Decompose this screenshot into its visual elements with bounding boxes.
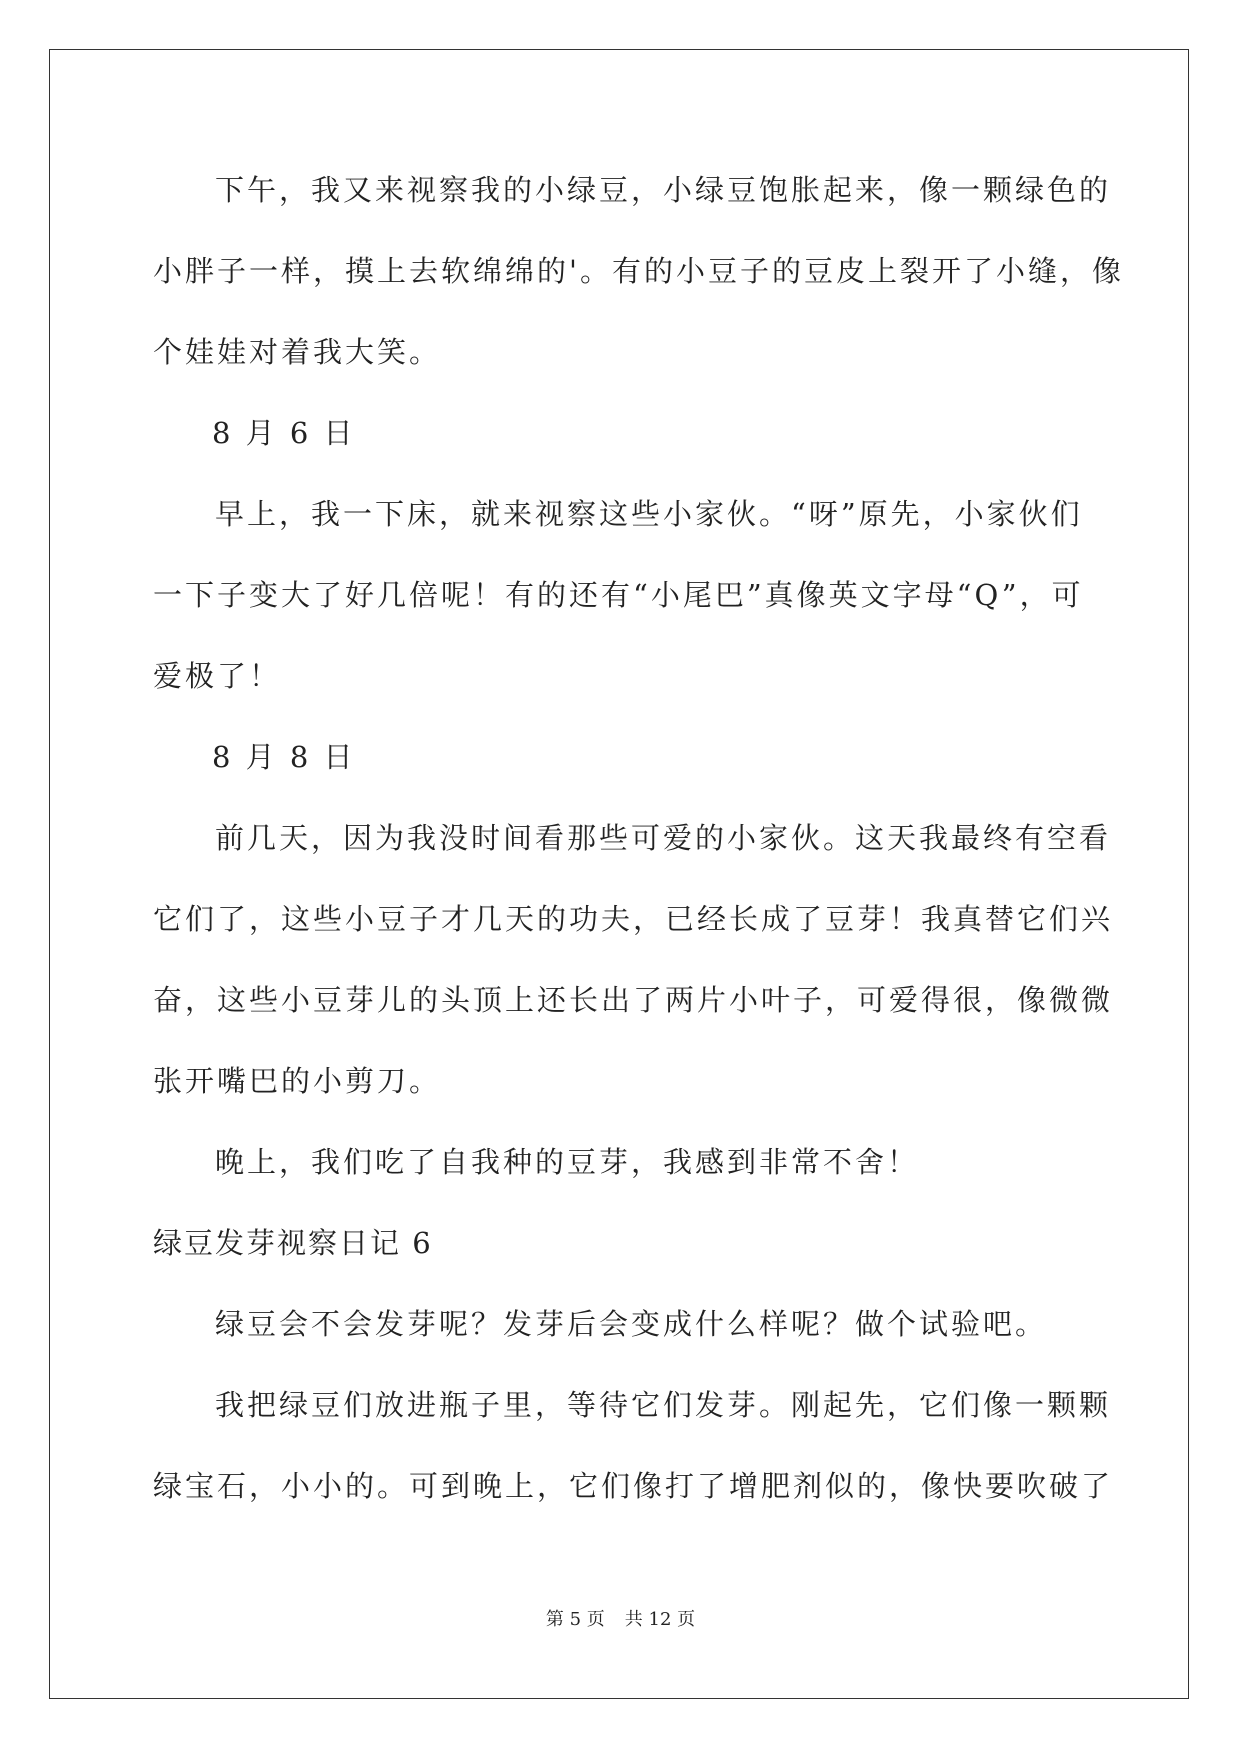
paragraph-line: 一下子变大了好几倍呢！有的还有“小尾巴”真像英文字母“Q”，可	[153, 578, 1084, 612]
paragraph-line: 下午，我又来视察我的小绿豆，小绿豆饱胀起来，像一颗绿色的	[215, 173, 1112, 207]
paragraph-line: 张开嘴巴的小剪刀。	[153, 1064, 442, 1098]
page-total: 共 12 页	[624, 1609, 696, 1630]
paragraph-line: 前几天，因为我没时间看那些可爱的小家伙。这天我最终有空看	[215, 821, 1112, 855]
paragraph-line: 晚上，我们吃了自我种的豆芽，我感到非常不舍！	[215, 1145, 920, 1179]
paragraph-line: 早上，我一下床，就来视察这些小家伙。“呀”原先，小家伙们	[215, 497, 1083, 531]
paragraph-line: 它们了，这些小豆子才几天的功夫，已经长成了豆芽！我真替它们兴	[153, 902, 1114, 936]
paragraph-line: 小胖子一样，摸上去软绵绵的'。有的小豆子的豆皮上裂开了小缝，像	[153, 254, 1124, 288]
paragraph-line: 绿豆会不会发芽呢？发芽后会变成什么样呢？做个试验吧。	[215, 1307, 1048, 1341]
diary-date: 8 月 6 日	[212, 416, 356, 450]
paragraph-line: 爱极了！	[153, 659, 282, 693]
page-footer	[0, 1608, 1241, 1632]
paragraph-line: 我把绿豆们放进瓶子里，等待它们发芽。刚起先，它们像一颗颗	[215, 1388, 1112, 1422]
diary-date: 8 月 8 日	[212, 740, 356, 774]
paragraph-line: 奋，这些小豆芽儿的头顶上还长出了两片小叶子，可爱得很，像微微	[153, 983, 1114, 1017]
page-border	[49, 49, 1189, 1699]
paragraph-line: 个娃娃对着我大笑。	[153, 335, 442, 369]
paragraph-line: 绿宝石，小小的。可到晚上，它们像打了增肥剂似的，像快要吹破了	[153, 1469, 1114, 1503]
section-heading: 绿豆发芽视察日记 6	[153, 1226, 433, 1260]
page-number: 第 5 页	[545, 1609, 605, 1630]
